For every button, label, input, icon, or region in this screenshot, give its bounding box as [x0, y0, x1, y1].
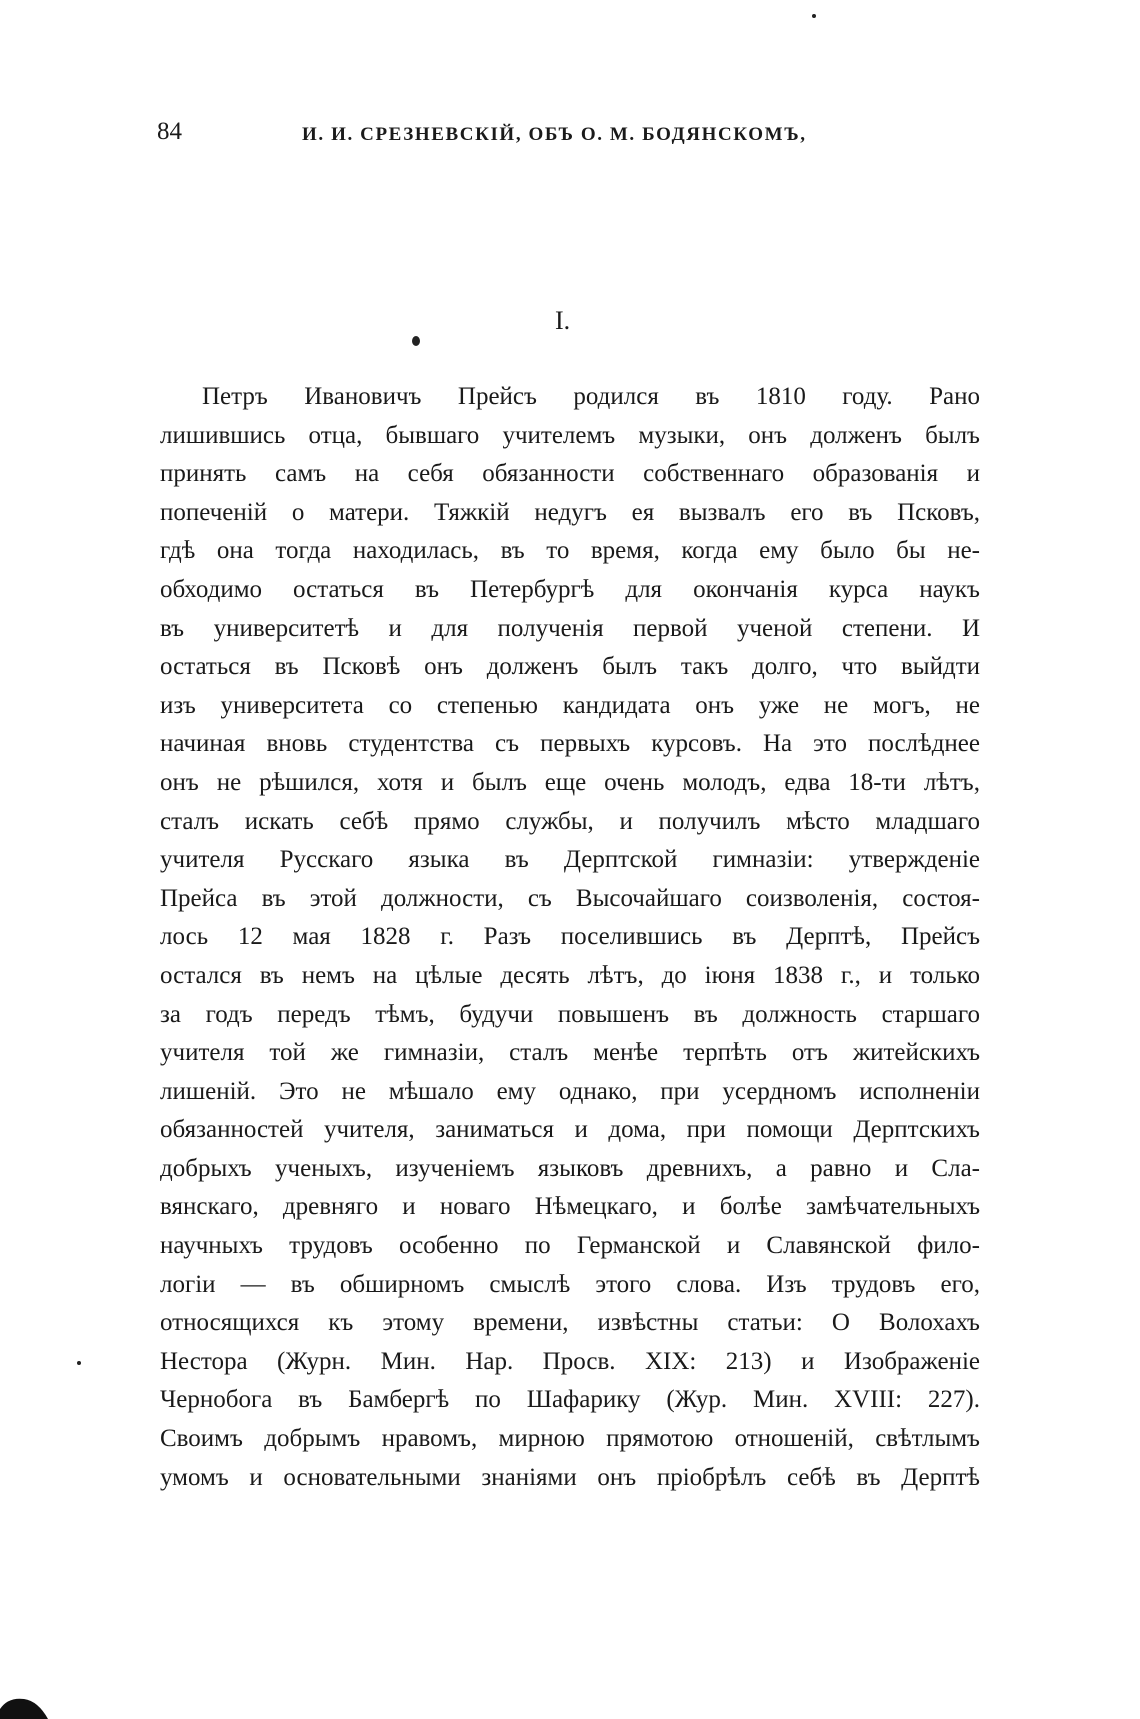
text-line: учителя той же гимназіи, сталъ менѣе терпѣть отъ житейскихъ: [160, 1039, 980, 1067]
text-line: обходимо остаться въ Петербургѣ для окончанія курса наукъ: [160, 575, 980, 603]
text-line: вянскаго, древняго и новаго Нѣмецкаго, и болѣе замѣчательныхъ: [160, 1193, 980, 1221]
text-line: научныхъ трудовъ особенно по Германской и Славянской фило-: [160, 1232, 980, 1260]
ink-speck: [412, 336, 420, 346]
text-line: принять самъ на себя обязанности собственнаго образованія и: [160, 460, 980, 488]
running-title: И. И. СРЕЗНЕВСКІЙ, ОБЪ О. М. БОДЯНСКОМЪ,: [302, 124, 807, 145]
text-line: лишившись отца, бывшаго учителемъ музыки, онъ долженъ былъ: [160, 421, 980, 449]
text-line: изъ университета со степенью кандидата онъ уже не могъ, не: [160, 691, 980, 719]
text-line: добрыхъ ученыхъ, изученіемъ языковъ древнихъ, а равно и Сла-: [160, 1154, 980, 1182]
text-line: попеченій о матери. Тяжкій недугъ ея вызвалъ его въ Псковъ,: [160, 498, 980, 526]
ink-speck: [812, 14, 816, 18]
text-line: учителя Русскаго языка въ Дерптской гимназіи: утвержденіе: [160, 846, 980, 874]
text-line: начиная вновь студентства съ первыхъ курсовъ. На это послѣднее: [160, 730, 980, 758]
scan-edge-mark: [0, 1693, 48, 1719]
text-line: въ университетѣ и для полученія первой ученой степени. И: [160, 614, 980, 642]
text-line: остался въ немъ на цѣлые десять лѣтъ, до іюня 1838 г., и только: [160, 961, 980, 989]
text-line: лось 12 мая 1828 г. Разъ поселившись въ Дерптѣ, Прейсъ: [160, 923, 980, 951]
text-line: Чернобога въ Бамбергѣ по Шафарику (Жур. Мин. XVIII: 227).: [160, 1386, 980, 1414]
text-line: гдѣ она тогда находилась, въ то время, когда ему было бы не-: [160, 537, 980, 565]
text-line: остаться въ Псковѣ онъ долженъ былъ такъ долго, что выйдти: [160, 653, 980, 681]
main-text: [160, 378, 980, 1497]
ink-speck: [77, 1361, 81, 1365]
text-line: обязанностей учителя, заниматься и дома, при помощи Дерптскихъ: [160, 1116, 980, 1144]
text-line: Петръ Ивановичъ Прейсъ родился въ 1810 году. Рано: [202, 383, 980, 410]
text-line: Нестора (Журн. Мин. Нар. Просв. XIX: 213) и Изображеніе: [160, 1347, 980, 1375]
text-line: за годъ передъ тѣмъ, будучи повышенъ въ должность старшаго: [160, 1000, 980, 1028]
text-line: Прейса въ этой должности, съ Высочайшаго соизволенія, состоя-: [160, 884, 980, 912]
text-line: Своимъ добрымъ нравомъ, мирною прямотою отношеній, свѣтлымъ: [160, 1425, 980, 1453]
text-line: умомъ и основательными знаніями онъ пріобрѣлъ себѣ въ Дерптѣ: [160, 1463, 980, 1491]
text-line: сталъ искать себѣ прямо службы, и получилъ мѣсто младшаго: [160, 807, 980, 835]
text-line: логіи — въ обширномъ смыслѣ этого слова. Изъ трудовъ его,: [160, 1270, 980, 1298]
section-numeral: I.: [555, 306, 571, 335]
text-line: относящихся къ этому времени, извѣстны статьи: О Волохахъ: [160, 1309, 980, 1337]
page-number: 84: [157, 118, 182, 145]
text-line: онъ не рѣшился, хотя и былъ еще очень молодъ, едва 18-ти лѣтъ,: [160, 768, 980, 796]
text-line: лишеній. Это не мѣшало ему однако, при усердномъ исполненіи: [160, 1077, 980, 1105]
